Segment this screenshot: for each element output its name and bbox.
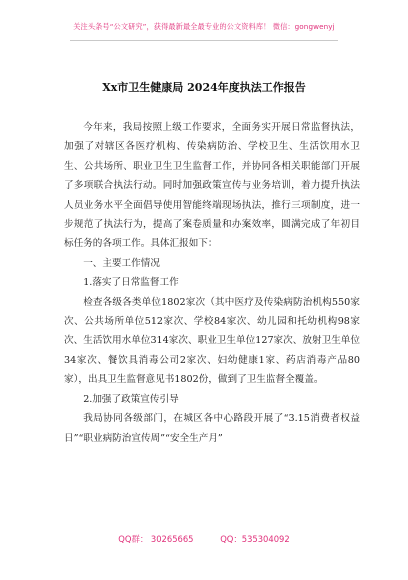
document-body [64, 118, 360, 448]
header-divider [70, 40, 338, 41]
section-heading: 一、主要工作情况 [83, 257, 160, 269]
footer-qq-group: QQ群： 30265665 [118, 534, 194, 544]
footer-qq: QQ：535304092 [220, 534, 290, 544]
header-banner: 关注头条号“公文研究”，获得最新最全最专业的公文资料库！ 微信：gongwenyj [73, 22, 335, 31]
footer-contact [0, 533, 408, 545]
body-paragraph: 检查各级各类单位1802家次（其中医疗及传染病防治机构550家次、公共场所单位512家次、学校84家次、幼儿园和托幼机构98家次、生活饮用水单位314家次、职业卫生单位127家次、放射卫生单位34家次、餐饮具消毒公司2家次、妇幼健康1家、药店消毒产品80家），出具卫生监督意见书1802份，做到了卫生监督全覆盖。 [64, 296, 360, 386]
subsection-heading: 2.加强了政策宣传引导 [83, 393, 179, 405]
intro-paragraph: 今年来，我局按照上级工作要求，全面务实开展日常监督执法，加强了对辖区各医疗机构、传染病防治、学校卫生、生活饮用水卫生、公共场所、职业卫生卫生监督工作，并协同各相关职能部门开展了多项联合执法行动。同时加强政策宣传与业务培训，着力提升执法人员业务水平全面倡导使用智能终端现场执法，推行三项制度，进一步规范了执法行为，提高了案卷质量和办案效率，圆满完成了年初目标任务的各项工作。具体汇报如下： [64, 122, 360, 250]
subsection-heading: 1.落实了日常监督工作 [83, 277, 179, 289]
document-title: Xx市卫生健康局 2024年度执法工作报告 [102, 81, 306, 94]
body-paragraph: 我局协同各级部门，在城区各中心路段开展了“3.15消费者权益日”“职业病防治宣传周”“安全生产月” [64, 413, 360, 444]
